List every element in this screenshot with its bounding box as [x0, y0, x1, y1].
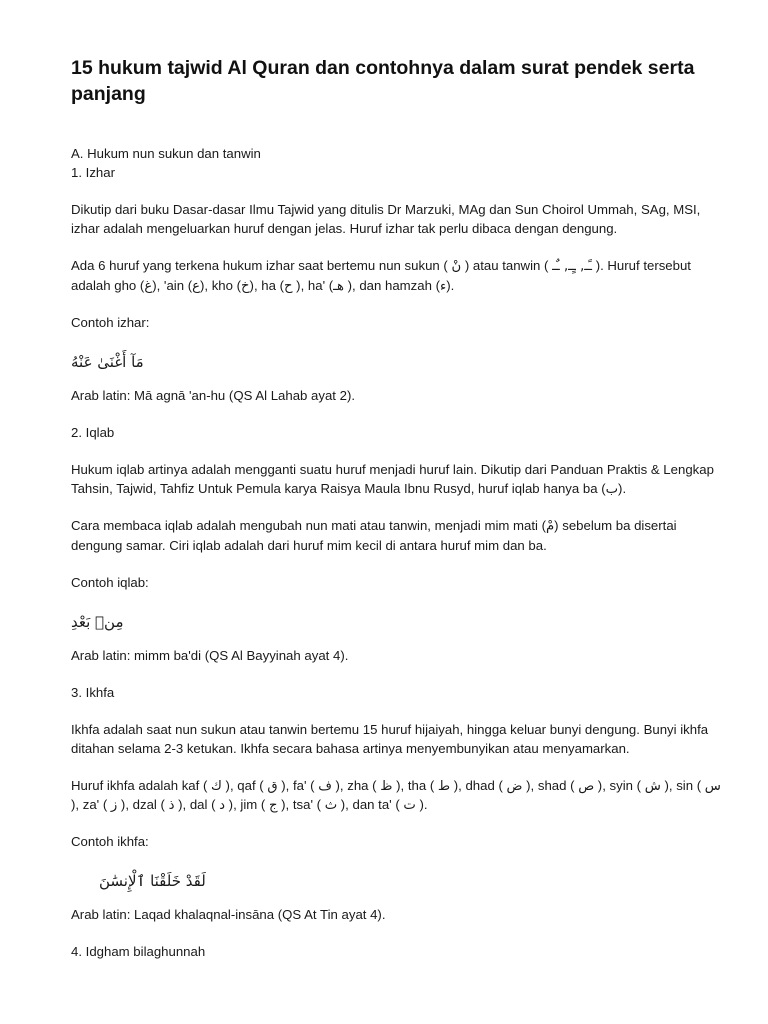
izhar-letters-text-c: ). Huruf tersebut adalah gho (غ), 'ain (ع), kho (خ), ha (ح ), ha' (هـ ), dan hamzah (ء).: [71, 258, 691, 293]
ikhfa-example-arabic: [71, 869, 721, 893]
article-title: 15 hukum tajwid Al Quran dan contohnya dalam surat pendek serta panjang: [71, 57, 695, 105]
section-a-heading: A. Hukum nun sukun dan tanwin: [71, 146, 261, 161]
mim-mati-glyph: مْ: [546, 519, 555, 534]
ikhfa-paragraph-letters: Huruf ikhfa adalah kaf ( ك ), qaf ( ق ), fa' ( ف ), zha ( ظ ), tha ( ط ), dhad ( ض ), shad ( ص ), syin ( ش ), sin ( س ), za' ( ز ), dzal ( ذ ), dal ( د ), jim ( ج ), tsa' ( ث ), dan ta' ( ت ).: [71, 778, 721, 812]
izhar-letters-text-a: Ada 6 huruf yang terkena hukum izhar saat bertemu nun sukun (: [71, 258, 448, 273]
iqlab-reading-text-a: Cara membaca iqlab adalah mengubah nun mati atau tanwin, menjadi mim mati (: [71, 518, 546, 533]
iqlab-heading: 2. Iqlab: [71, 425, 115, 440]
ikhfa-paragraph-definition: Ikhfa adalah saat nun sukun atau tanwin bertemu 15 huruf hijaiyah, hingga keluar bunyi dengung. Bunyi ikhfa ditahan selama 2-3 ketukan. Ikhfa secara bahasa artinya menyembunyikan atau menyamarkan.: [71, 722, 709, 756]
izhar-example-arabic-text: مَآ أَغْنَىٰ عَنْهُ: [71, 353, 144, 371]
iqlab-paragraph-definition: Hukum iqlab artinya adalah mengganti suatu huruf menjadi huruf lain. Dikutip dari Panduan Praktis & Lengkap Tahsin, Tajwid, Tahfiz Untuk Pemula karya Raisya Maula Ibnu Rusyd, huruf iqlab hanya ba (ب).: [71, 462, 714, 496]
ikhfa-heading: 3. Ikhfa: [71, 685, 115, 700]
iqlab-reading-text-b: ) sebelum ba disertai dengung samar. Ciri iqlab adalah dari huruf mim kecil di antara huruf mim dan ba.: [71, 518, 677, 553]
izhar-heading: 1. Izhar: [71, 165, 115, 180]
iqlab-latin-transliteration: Arab latin: mimm ba'di (QS Al Bayyinah ayat 4).: [71, 648, 349, 663]
section-heading-nun-sukun: [71, 144, 721, 182]
tanwin-glyphs: ـًـ, ـٍـ, ـٌـ: [552, 259, 593, 274]
iqlab-example-arabic-text: مِنۢ بَعْدِ: [71, 613, 124, 631]
izhar-example-label: Contoh izhar:: [71, 315, 150, 330]
izhar-latin-transliteration: Arab latin: Mā agnā 'an-hu (QS Al Lahab ayat 2).: [71, 388, 356, 403]
izhar-paragraph-definition: Dikutip dari buku Dasar-dasar Ilmu Tajwid yang ditulis Dr Marzuki, MAg dan Sun Choirol Ummah, SAg, MSI, izhar adalah mengeluarkan huruf dengan jelas. Huruf izhar tak perlu dibaca dengan dengung.: [71, 202, 701, 236]
izhar-letters-text-b: ) atau tanwin (: [464, 258, 549, 273]
ikhfa-example-label: Contoh ikhfa:: [71, 834, 149, 849]
nun-sukun-glyph: نْ: [451, 259, 462, 274]
article-page: [71, 55, 721, 979]
izhar-paragraph-letters: [71, 256, 721, 295]
idgham-bilaghunnah-heading: 4. Idgham bilaghunnah: [71, 944, 206, 959]
ikhfa-latin-transliteration: Arab latin: Laqad khalaqnal-insāna (QS At Tin ayat 4).: [71, 907, 386, 922]
izhar-example-arabic: [71, 350, 721, 374]
iqlab-example-arabic: [71, 610, 721, 634]
iqlab-paragraph-reading: [71, 516, 721, 555]
iqlab-example-label: Contoh iqlab:: [71, 575, 149, 590]
ikhfa-example-arabic-text: لَقَدْ خَلَقْنَا ٱلْإِنسَٰنَ: [99, 872, 206, 890]
